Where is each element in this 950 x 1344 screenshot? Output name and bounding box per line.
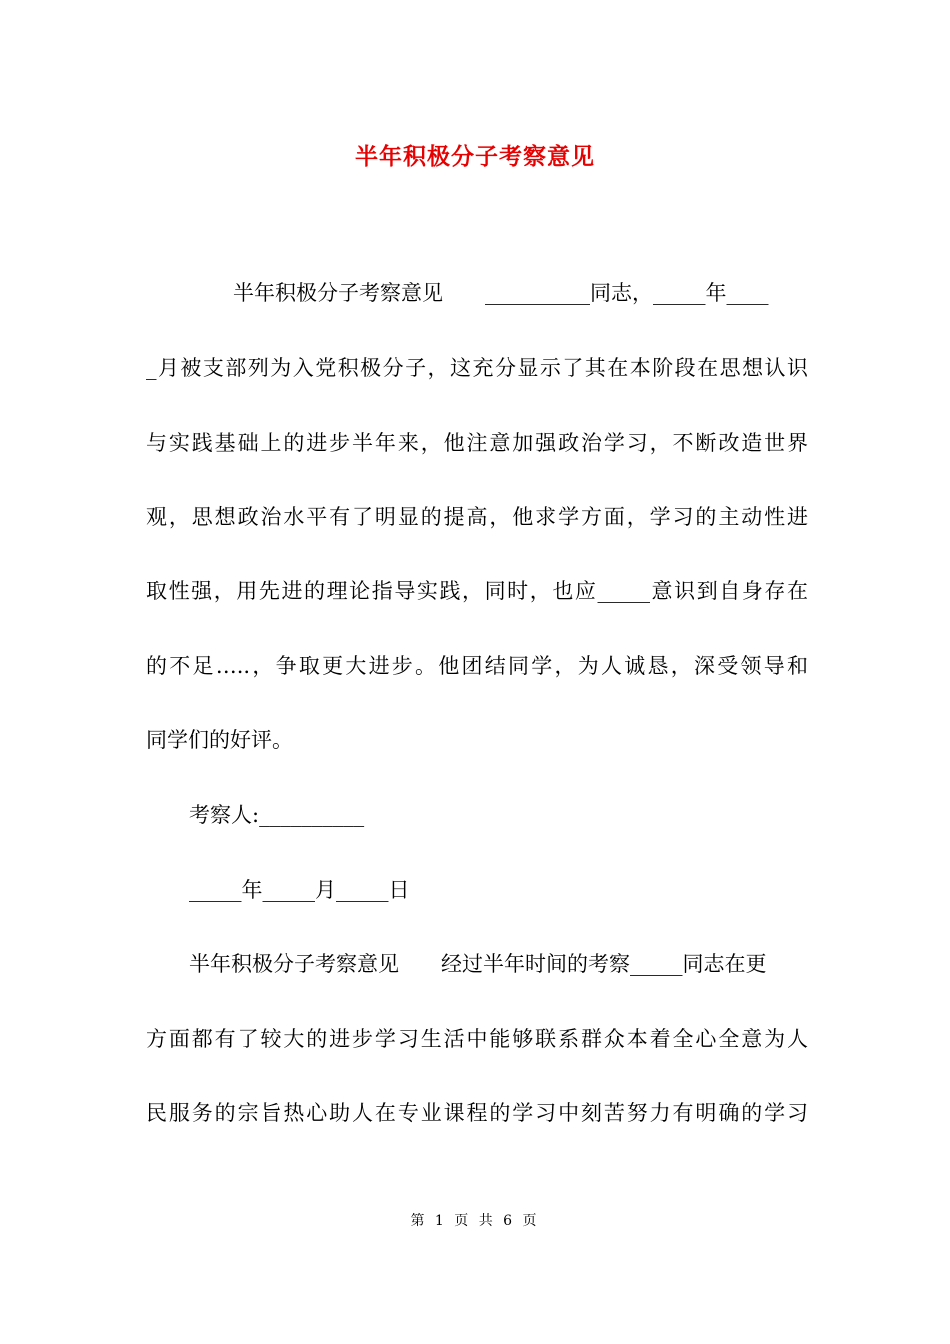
paragraph-line: 半年积极分子考察意见 经过半年时间的考察_____同志在更 (189, 952, 767, 976)
page-title: 半年积极分子考察意见 (355, 143, 595, 170)
paragraph-line: 半年积极分子考察意见 __________同志，_____年____ (233, 281, 769, 305)
paragraph-line: 同学们的好评。 (146, 728, 293, 752)
paragraph-line: 取性强，用先进的理论指导实践，同时，也应_____意识到自身存在 (146, 579, 808, 603)
date-line: _____年_____月_____日 (189, 878, 410, 902)
inspector-signature-line: 考察人:__________ (189, 803, 365, 827)
paragraph-line: 方面都有了较大的进步学习生活中能够联系群众本着全心全意为人 (146, 1027, 808, 1051)
paragraph-line: 的不足…..，争取更大进步。他团结同学，为人诚恳，深受领导和 (146, 654, 808, 678)
paragraph-line: 观，思想政治水平有了明显的提高，他求学方面，学习的主动性进 (146, 505, 808, 529)
page-number-footer: 第 1 页 共 6 页 (410, 1213, 540, 1229)
paragraph-line: _月被支部列为入党积极分子，这充分显示了其在本阶段在思想认识 (146, 356, 808, 380)
paragraph-line: 民服务的宗旨热心助人在专业课程的学习中刻苦努力有明确的学习 (146, 1101, 808, 1125)
paragraph-line: 与实践基础上的进步半年来，他注意加强政治学习，不断改造世界 (146, 431, 808, 455)
